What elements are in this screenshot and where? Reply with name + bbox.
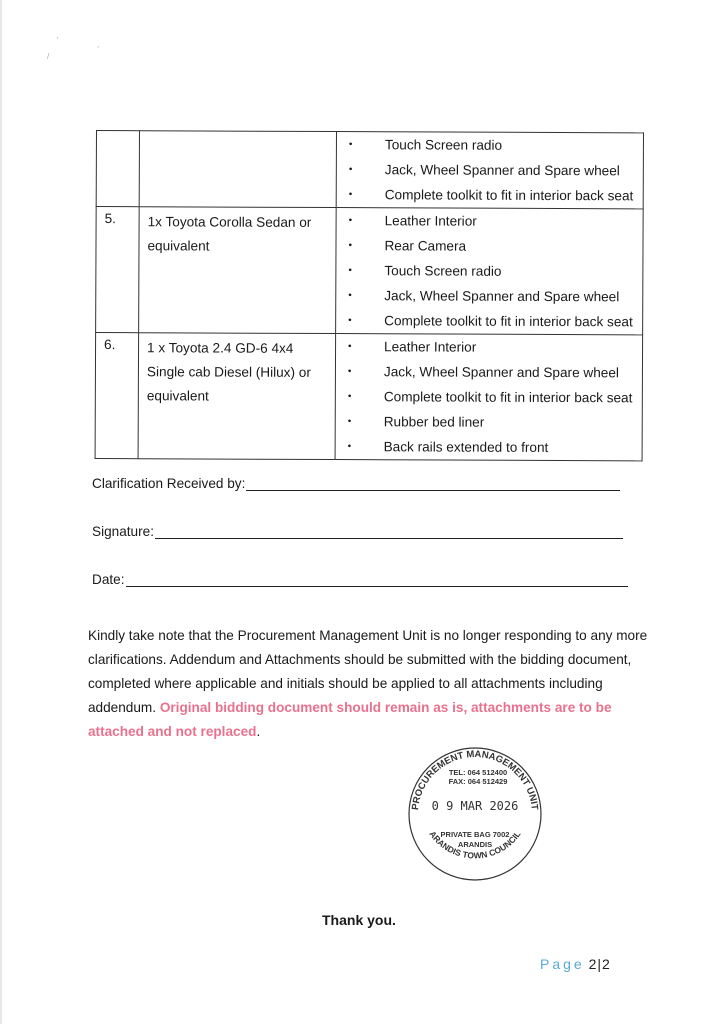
bullet-icon: • — [347, 441, 352, 453]
received-by-field[interactable] — [92, 476, 620, 491]
stamp-fax: FAX: 064 512429 — [448, 777, 508, 786]
feature-text: Rubber bed liner — [383, 414, 485, 430]
bullet-icon: • — [348, 164, 353, 176]
stamp-address-line1: PRIVATE BAG 7002 — [440, 830, 510, 839]
official-stamp — [400, 742, 550, 882]
signature-field[interactable] — [92, 524, 623, 539]
item-description-line: equivalent — [146, 388, 209, 404]
bullet-icon: • — [347, 366, 352, 378]
feature-list-item — [336, 359, 642, 385]
date-field[interactable] — [92, 572, 628, 587]
scan-edge — [0, 0, 2, 1024]
feature-list-item — [336, 283, 642, 309]
stamp-bottom-arc: ARANDIS TOWN COUNCIL — [427, 828, 523, 861]
clarification-note — [88, 624, 648, 744]
stamp-tel: TEL: 064 512400 — [448, 768, 508, 777]
item-description-cell — [138, 333, 336, 460]
signature-label: Signature: — [92, 524, 154, 539]
bullet-icon: • — [348, 265, 352, 277]
item-number-cell — [96, 131, 139, 207]
item-number: 6. — [104, 337, 116, 353]
feature-list-item — [336, 308, 642, 334]
bullet-icon: • — [348, 139, 353, 151]
feature-list-item — [337, 208, 643, 234]
item-description-line: 1x Toyota Corolla Sedan or — [147, 214, 312, 230]
received-by-label: Clarification Received by: — [92, 476, 246, 491]
page-footer — [540, 956, 611, 972]
item-number-cell — [96, 207, 140, 333]
table-row — [95, 333, 643, 461]
stamp-date: 0 9 MAR 2026 — [431, 799, 519, 813]
item-features-cell — [336, 132, 643, 209]
feature-list-item — [336, 334, 642, 360]
feature-list-item — [337, 157, 643, 183]
item-description-cell — [139, 131, 336, 208]
feature-text: Jack, Wheel Spanner and Spare wheel — [383, 364, 619, 381]
item-number: 5. — [104, 211, 116, 227]
bullet-icon: • — [348, 240, 353, 252]
feature-list-item — [336, 233, 642, 259]
scan-speck: , — [97, 40, 100, 49]
table-row — [96, 131, 643, 209]
bullet-icon: • — [348, 215, 353, 227]
feature-text: Complete toolkit to fit in interior back seat — [384, 187, 634, 204]
item-description-line: Single cab Diesel (Hilux) or — [146, 364, 311, 380]
date-label: Date: — [92, 572, 125, 587]
bullet-icon: • — [347, 416, 352, 428]
feature-text: Leather Interior — [384, 339, 477, 355]
note-highlight: Original bidding document should remain as is, attachments are to be attached and not replaced — [88, 700, 612, 739]
bullet-icon: • — [348, 290, 352, 302]
item-features-cell — [336, 208, 644, 335]
note-end: . — [256, 724, 261, 739]
item-number-cell — [95, 333, 139, 459]
item-description-line: equivalent — [147, 238, 210, 254]
feature-text: Touch Screen radio — [384, 263, 502, 279]
vehicle-spec-table — [95, 130, 644, 461]
feature-text: Jack, Wheel Spanner and Spare wheel — [384, 288, 620, 305]
feature-list-item — [336, 409, 642, 435]
stamp-address-line2: ARANDIS — [457, 840, 493, 849]
feature-list-item — [337, 132, 643, 158]
feature-text: Complete toolkit to fit in interior back seat — [384, 313, 633, 330]
scan-speck: ' — [57, 36, 59, 45]
date-line[interactable] — [126, 572, 628, 587]
feature-text: Jack, Wheel Spanner and Spare wheel — [384, 162, 620, 179]
feature-list-item — [336, 384, 642, 410]
item-description-line: 1 x Toyota 2.4 GD-6 4x4 — [147, 340, 294, 356]
received-by-line[interactable] — [246, 476, 620, 491]
closing-text: Thank you. — [322, 912, 396, 928]
item-description-cell — [139, 207, 337, 334]
note-text: Kindly take note that the Procurement Management Unit is no longer responding to any more clarifications. Addendum and Attachments should be submitted with the bidding document, completed where applicable and initials should be applied to all attachments including addendum. — [88, 628, 648, 715]
bullet-icon: • — [348, 315, 352, 327]
feature-text: Back rails extended to front — [383, 439, 549, 455]
stamp-top-arc: PROCUREMENT MANAGEMENT UNIT — [410, 748, 540, 811]
bullet-icon: • — [348, 341, 352, 353]
feature-text: Rear Camera — [384, 238, 467, 254]
bullet-icon: • — [347, 391, 352, 403]
bullet-icon: • — [348, 189, 353, 201]
item-features-cell — [335, 334, 643, 461]
feature-list-item — [336, 258, 642, 284]
feature-text: Complete toolkit to fit in interior back seat — [383, 389, 633, 406]
feature-list-item — [337, 182, 643, 208]
page-numbers: 2|2 — [588, 956, 611, 972]
table-row — [96, 207, 644, 335]
feature-text: Touch Screen radio — [384, 137, 503, 153]
page-label: Page — [540, 956, 585, 972]
feature-list-item — [336, 434, 642, 460]
signature-line[interactable] — [155, 524, 623, 539]
feature-text: Leather Interior — [384, 213, 477, 229]
scan-speck: / — [47, 52, 50, 61]
